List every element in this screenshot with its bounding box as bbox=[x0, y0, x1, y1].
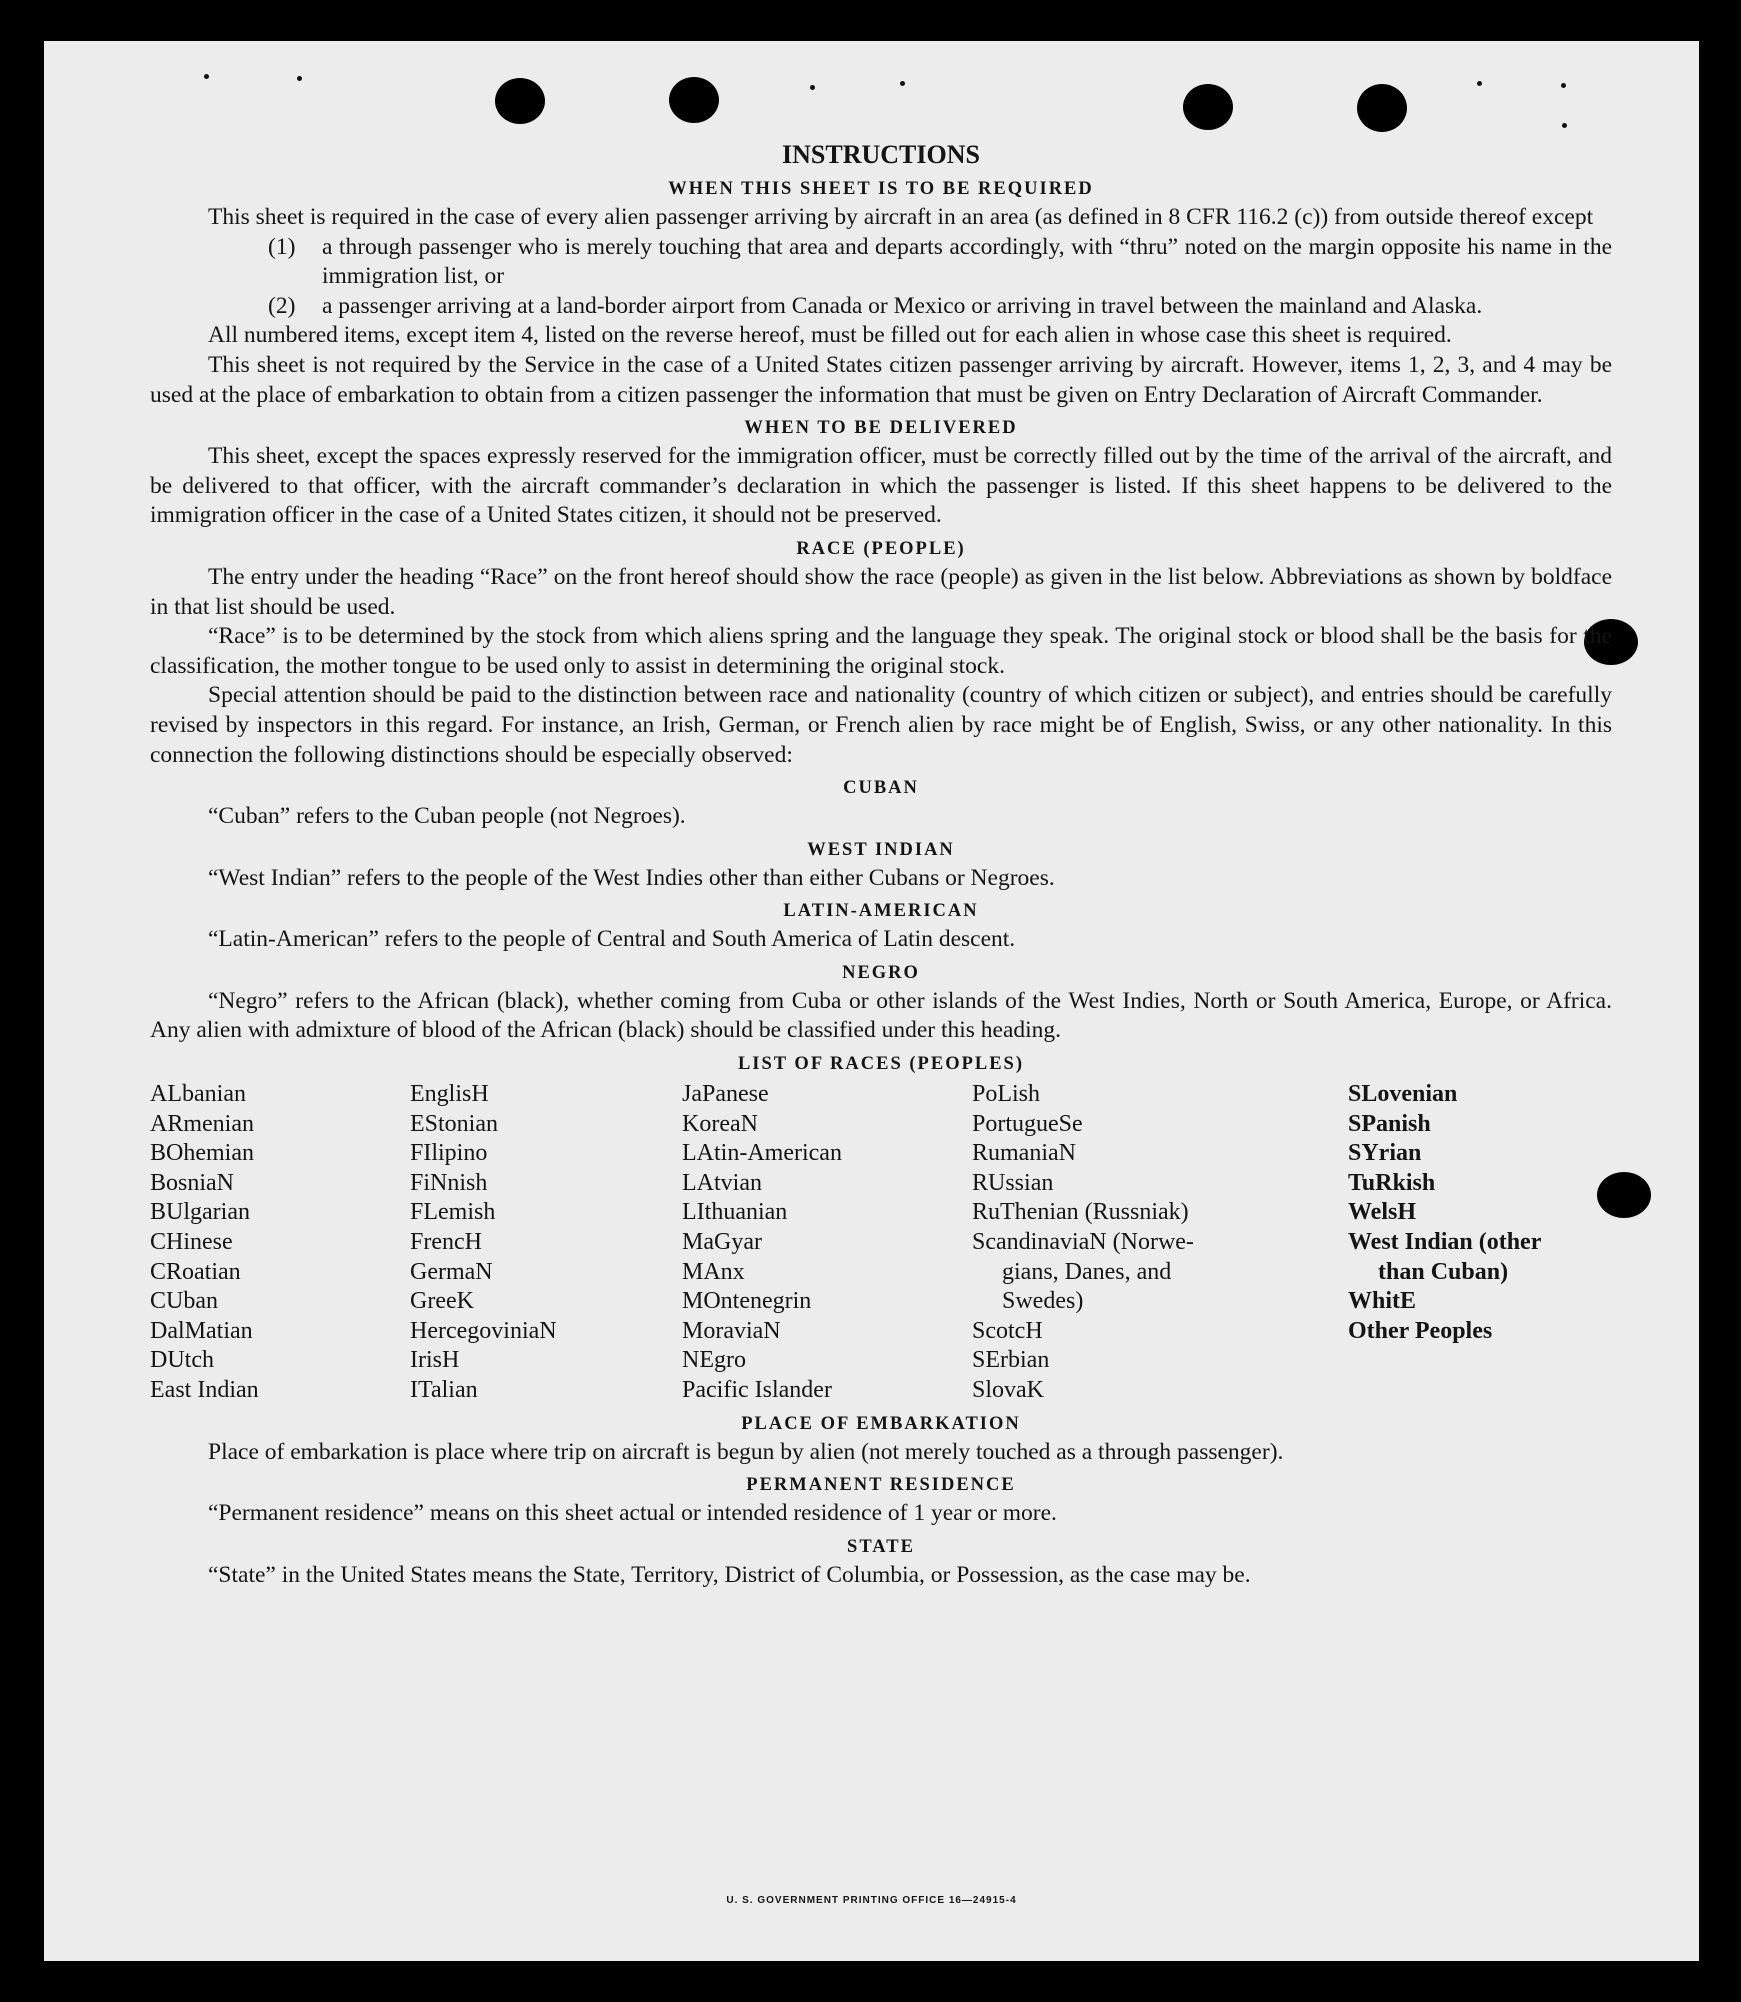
race-column bbox=[972, 1080, 1348, 1406]
paragraph: “Permanent residence” means on this sheet actual or intended residence of 1 year or more. bbox=[208, 1500, 1057, 1527]
race-entry: JaPanese bbox=[682, 1081, 769, 1108]
race-entry: FiNnish bbox=[410, 1169, 488, 1196]
race-entry: SYrian bbox=[1348, 1140, 1422, 1167]
speck bbox=[1561, 83, 1566, 88]
race-entry: Swedes) bbox=[1002, 1288, 1084, 1315]
race-list bbox=[150, 1080, 1612, 1406]
race-entry: TuRkish bbox=[1348, 1169, 1436, 1196]
paragraph: “West Indian” refers to the people of the West Indies other than either Cubans or Negroes. bbox=[208, 864, 1055, 891]
punch-hole bbox=[495, 78, 545, 124]
race-entry: IrisH bbox=[410, 1347, 460, 1374]
race-entry: WelsH bbox=[1348, 1199, 1417, 1226]
paragraph: “Race” is to be determined by the stock from which aliens spring and the language they speak. The original stock or blood shall be the basis for the classification, the mother tongue to be used only to assist in determining the original stock. bbox=[150, 623, 1612, 679]
section-heading: WEST INDIAN bbox=[807, 839, 955, 860]
printer-footer: U. S. GOVERNMENT PRINTING OFFICE 16—24915-4 bbox=[726, 1895, 1017, 1906]
section-heading: NEGRO bbox=[842, 962, 920, 983]
race-entry: LAtvian bbox=[682, 1169, 762, 1196]
speck bbox=[1477, 81, 1482, 86]
race-entry: SlovaK bbox=[972, 1377, 1044, 1403]
paragraph: “State” in the United States means the State, Territory, District of Columbia, or Possession, as the case may be. bbox=[208, 1561, 1251, 1588]
race-entry: LIthuanian bbox=[682, 1199, 788, 1226]
item-text: a passenger arriving at a land-border airport from Canada or Mexico or arriving in travel between the mainland and Alaska. bbox=[322, 292, 1483, 319]
race-entry: FIlipino bbox=[410, 1140, 488, 1167]
race-entry: FLemish bbox=[410, 1199, 496, 1226]
race-entry: gians, Danes, and bbox=[1002, 1258, 1172, 1285]
race-entry: SPanish bbox=[1348, 1110, 1431, 1137]
race-entry: MAnx bbox=[682, 1258, 745, 1285]
section-heading: WHEN TO BE DELIVERED bbox=[744, 418, 1018, 439]
race-entry: NEgro bbox=[682, 1347, 746, 1374]
section-heading: RACE (PEOPLE) bbox=[796, 538, 966, 559]
paragraph: Place of embarkation is place where trip on aircraft is begun by alien (not merely touched as a through passenger). bbox=[208, 1438, 1284, 1465]
paragraph: This sheet is required in the case of every alien passenger arriving by aircraft in an area (as defined in 8 CFR 116.2 (c)) from outside thereof except bbox=[208, 204, 1594, 230]
race-column bbox=[1348, 1080, 1612, 1406]
item-text: a through passenger who is merely touching that area and departs accordingly, with “thru” noted on the margin opposite his name in the immigration list, or bbox=[322, 233, 1612, 290]
race-entry: RumaniaN bbox=[972, 1140, 1076, 1167]
race-entry: MoraviaN bbox=[682, 1317, 781, 1344]
page-title: INSTRUCTIONS bbox=[782, 140, 980, 169]
punch-hole bbox=[1183, 84, 1233, 130]
race-entry: East Indian bbox=[150, 1377, 259, 1403]
section-heading: PERMANENT RESIDENCE bbox=[746, 1475, 1016, 1496]
race-entry: CUban bbox=[150, 1288, 218, 1315]
section-heading: WHEN THIS SHEET IS TO BE REQUIRED bbox=[668, 179, 1094, 199]
race-entry: MaGyar bbox=[682, 1229, 762, 1256]
speck bbox=[297, 76, 302, 81]
race-entry: CHinese bbox=[150, 1229, 233, 1256]
list-item bbox=[268, 233, 1612, 292]
paragraph: This sheet is not required by the Service in the case of a United States citizen passenger arriving by aircraft. However, items 1, 2, 3, and 4 may be used at the place of embarkation to obtain from a citizen passenger the information that must be given on Entry Declaration of Aircraft Commander. bbox=[150, 351, 1612, 408]
race-entry: GermaN bbox=[410, 1258, 493, 1285]
speck bbox=[810, 85, 815, 90]
race-entry: MOntenegrin bbox=[682, 1288, 812, 1315]
race-entry: EStonian bbox=[410, 1110, 498, 1137]
section-heading: STATE bbox=[847, 1536, 915, 1557]
race-entry: BUlgarian bbox=[150, 1199, 250, 1226]
race-entry: ScotcH bbox=[972, 1317, 1043, 1344]
section-heading: LATIN-AMERICAN bbox=[783, 901, 979, 922]
race-entry: PoLish bbox=[972, 1081, 1041, 1108]
list-heading: LIST OF RACES (PEOPLES) bbox=[737, 1054, 1025, 1075]
race-entry: SLovenian bbox=[1348, 1081, 1458, 1108]
race-entry: CRoatian bbox=[150, 1258, 241, 1285]
race-entry: BosniaN bbox=[150, 1169, 234, 1196]
paragraph: All numbered items, except item 4, listed on the reverse hereof, must be filled out for each alien in whose case this sheet is required. bbox=[208, 322, 1452, 349]
race-entry: ScandinaviaN (Norwe- bbox=[972, 1229, 1194, 1256]
item-number: (2) bbox=[268, 292, 296, 319]
race-entry: Pacific Islander bbox=[682, 1377, 832, 1403]
punch-hole bbox=[1357, 84, 1407, 132]
race-entry: Other Peoples bbox=[1348, 1317, 1493, 1344]
race-entry: RUssian bbox=[972, 1169, 1054, 1196]
item-number: (1) bbox=[268, 233, 296, 260]
section-heading: PLACE OF EMBARKATION bbox=[741, 1413, 1021, 1434]
race-column bbox=[682, 1080, 972, 1406]
race-entry: LAtin-American bbox=[682, 1140, 842, 1167]
race-column bbox=[150, 1080, 410, 1406]
race-entry: HercegoviniaN bbox=[410, 1317, 557, 1344]
race-entry: WhitE bbox=[1348, 1288, 1417, 1315]
paragraph: Special attention should be paid to the distinction between race and nationality (country of which citizen or subject), and entries should be carefully revised by inspectors in this regard. For instance, an Irish, German, or French alien by race might be of English, Swiss, or any other nationality. In this connection the following distinctions should be especially observed: bbox=[150, 682, 1612, 768]
race-entry: PortugueSe bbox=[972, 1110, 1083, 1137]
race-entry: SErbian bbox=[972, 1347, 1050, 1374]
race-entry: ITalian bbox=[410, 1377, 478, 1403]
speck bbox=[204, 74, 209, 79]
race-entry: DalMatian bbox=[150, 1317, 253, 1344]
race-entry: RuThenian (Russniak) bbox=[972, 1199, 1189, 1226]
race-entry: DUtch bbox=[150, 1347, 214, 1374]
race-entry: West Indian (other bbox=[1348, 1229, 1542, 1256]
section-heading: CUBAN bbox=[843, 778, 919, 799]
paragraph: The entry under the heading “Race” on the front hereof should show the race (people) as given in the list below. Abbreviations as shown by boldface in that list should be used. bbox=[150, 563, 1612, 620]
race-entry: GreeK bbox=[410, 1288, 474, 1315]
race-entry: ARmenian bbox=[150, 1110, 254, 1137]
paragraph: This sheet, except the spaces expressly reserved for the immigration officer, must be correctly filled out by the time of the arrival of the aircraft, and be delivered to that officer, with the aircraft commander’s declaration in which the passenger is listed. If this sheet happens to be delivered to the immigration officer in the case of a United States citizen, it should not be preserved. bbox=[150, 443, 1612, 529]
race-entry: ALbanian bbox=[150, 1081, 246, 1108]
paragraph: “Negro” refers to the African (black), whether coming from Cuba or other islands of the West Indies, North or South America, Europe, or Africa. Any alien with admixture of blood of the African (black) should be classified under this heading. bbox=[150, 987, 1612, 1044]
race-entry: EnglisH bbox=[410, 1081, 489, 1108]
document-page bbox=[44, 41, 1699, 1961]
race-entry: BOhemian bbox=[150, 1140, 254, 1167]
race-entry: than Cuban) bbox=[1378, 1258, 1509, 1285]
race-entry: FrencH bbox=[410, 1229, 482, 1256]
punch-hole bbox=[669, 77, 719, 123]
list-item bbox=[268, 292, 1612, 322]
paragraph: “Latin-American” refers to the people of Central and South America of Latin descent. bbox=[208, 926, 1016, 953]
instructions-content bbox=[150, 139, 1612, 1590]
speck bbox=[1562, 123, 1567, 128]
paragraph: “Cuban” refers to the Cuban people (not Negroes). bbox=[208, 803, 686, 830]
race-column bbox=[410, 1080, 682, 1406]
speck bbox=[900, 81, 905, 86]
race-entry: KoreaN bbox=[682, 1110, 758, 1137]
